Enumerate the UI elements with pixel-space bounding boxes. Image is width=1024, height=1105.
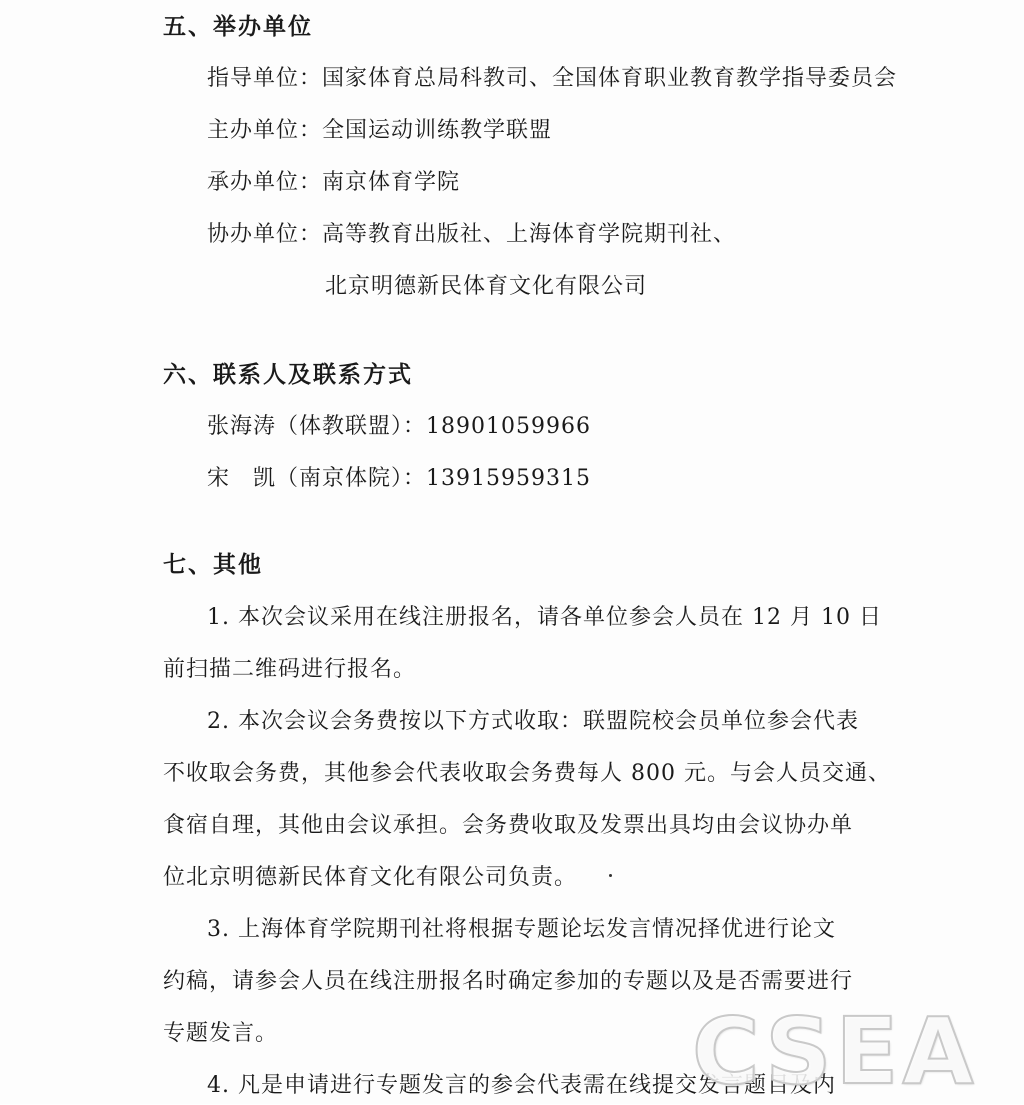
item-4-line-1: 4. 凡是申请进行专题发言的参会代表需在线提交发言题目及内 <box>207 1073 836 1098</box>
stray-dot <box>609 874 612 877</box>
item-2-line-2: 不收取会务费，其他参会代表收取会务费每人 800 元。与会人员交通、 <box>163 761 891 786</box>
section-6-heading: 六、联系人及联系方式 <box>163 362 413 388</box>
contact-song: 宋 凯（南京体院）：13915959315 <box>207 466 591 491</box>
item-3-line-3: 专题发言。 <box>163 1021 279 1046</box>
section-5-heading: 五、举办单位 <box>163 14 313 40</box>
co-organizer-line-1: 协办单位：高等教育出版社、上海体育学院期刊社、 <box>207 222 737 247</box>
host-unit: 主办单位：全国运动训练教学联盟 <box>207 118 553 143</box>
section-7-heading: 七、其他 <box>163 552 263 578</box>
item-3-line-1: 3. 上海体育学院期刊社将根据专题论坛发言情况择优进行论文 <box>207 917 836 942</box>
item-2-line-3: 食宿自理，其他由会议承担。会务费收取及发票出具均由会议协办单 <box>163 813 854 838</box>
item-2-line-4: 位北京明德新民体育文化有限公司负责。 <box>163 865 578 890</box>
item-3-line-2: 约稿，请参会人员在线注册报名时确定参加的专题以及是否需要进行 <box>163 969 854 994</box>
csea-watermark: CSEA <box>692 998 978 1105</box>
guide-unit: 指导单位：国家体育总局科教司、全国体育职业教育教学指导委员会 <box>207 66 898 91</box>
contact-zhang: 张海涛（体教联盟）：18901059966 <box>207 414 591 439</box>
organizer-unit: 承办单位：南京体育学院 <box>207 170 461 195</box>
item-1-line-2: 前扫描二维码进行报名。 <box>163 657 417 682</box>
item-2-line-1: 2. 本次会议会务费按以下方式收取：联盟院校会员单位参会代表 <box>207 709 859 734</box>
co-organizer-line-2: 北京明德新民体育文化有限公司 <box>325 274 648 299</box>
item-1-line-1: 1. 本次会议采用在线注册报名，请各单位参会人员在 12 月 10 日 <box>207 605 882 630</box>
